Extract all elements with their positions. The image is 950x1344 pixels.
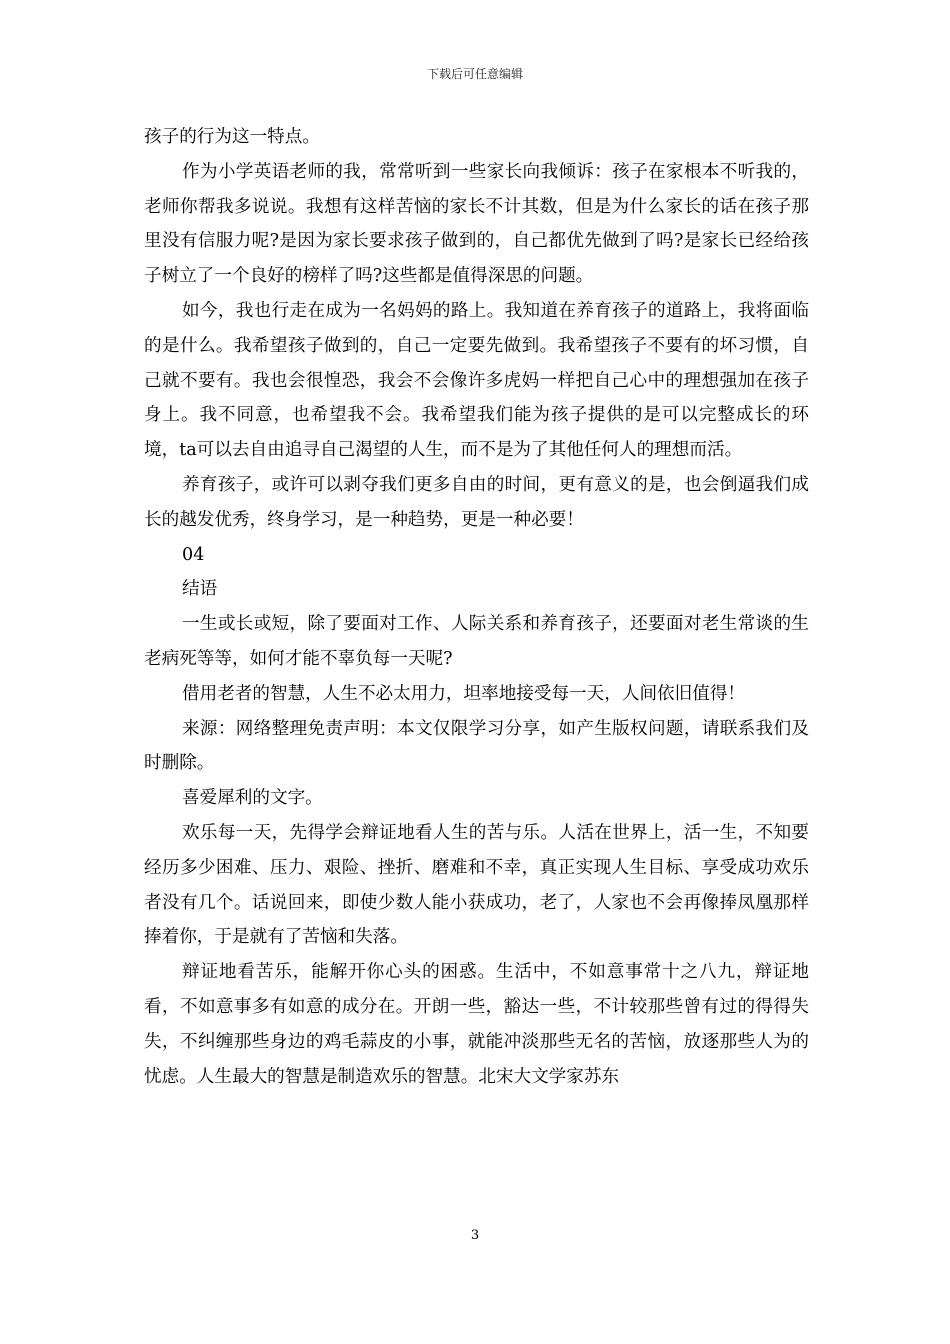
- paragraph-4: 养育孩子，或许可以剥夺我们更多自由的时间，更有意义的是，也会倒逼我们成长的越发优秀，终身学习，是一种趋势，更是一种必要！: [144, 474, 809, 530]
- paragraph-10: 喜爱犀利的文字。: [182, 788, 323, 809]
- section-number: 04: [182, 544, 205, 565]
- section-title: 结语: [182, 579, 218, 600]
- paragraph-7: 一生或长或短，除了要面对工作、人际关系和养育孩子，还要面对老生常谈的生老病死等等，如何才能不辜负每一天呢?: [144, 614, 809, 669]
- paragraph-11: 欢乐每一天，先得学会辩证地看人生的苦与乐。人活在世界上，活一生，不知要经历多少困难、压力、艰险、挫折、磨难和不幸，真正实现人生目标、享受成功欢乐者没有几个。话说回来，即使少数人能小获成功，老了，人家也不会再像捧凤凰那样捧着你，于是就有了苦恼和失落。: [144, 822, 809, 948]
- page-header: 下载后可任意编辑: [426, 67, 523, 81]
- paragraph-12: 辩证地看苦乐，能解开你心头的困惑。生活中，不如意事常十之八九，辩证地看，不如意事多有如意的成分在。开朗一些，豁达一些，不计较那些曾有过的得得失失，不纠缠那些身边的鸡毛蒜皮的小事，就能冲淡那些无名的苦恼，放逐那些人为的忧虑。人生最大的智慧是制造欢乐的智慧。北宋大文学家苏东: [144, 962, 809, 1087]
- document-body: [144, 120, 809, 1094]
- paragraph-3: 如今，我也行走在成为一名妈妈的路上。我知道在养育孩子的道路上，我将面临的是什么。我希望孩子做到的，自己一定要先做到。我希望孩子不要有的坏习惯，自己就不要有。我也会很惶恐，我会不会像许多虎妈一样把自己心中的理想强加在孩子身上。我不同意，也希望我不会。我希望我们能为孩子提供的是可以完整成长的环境，ta可以去自由追寻自己渴望的人生，而不是为了其他任何人的理想而活。: [144, 300, 809, 461]
- paragraph-8: 借用老者的智慧，人生不必太用力，坦率地接受每一天，人间依旧值得！: [182, 683, 746, 704]
- source-disclaimer: 来源：网络整理免责声明：本文仅限学习分享，如产生版权问题，请联系我们及时删除。: [144, 718, 809, 774]
- paragraph-1: 孩子的行为这一特点。: [144, 127, 320, 147]
- paragraph-2: 作为小学英语老师的我，常常听到一些家长向我倾诉：孩子在家根本不听我的，老师你帮我多说说。我想有这样苦恼的家长不计其数，但是为什么家长的话在孩子那里没有信服力呢?是因为家长要求孩子做到的，自己都优先做到了吗?是家长已经给孩子树立了一个良好的榜样了吗?这些都是值得深思的问题。: [144, 161, 809, 287]
- page-number: 3: [470, 1228, 480, 1243]
